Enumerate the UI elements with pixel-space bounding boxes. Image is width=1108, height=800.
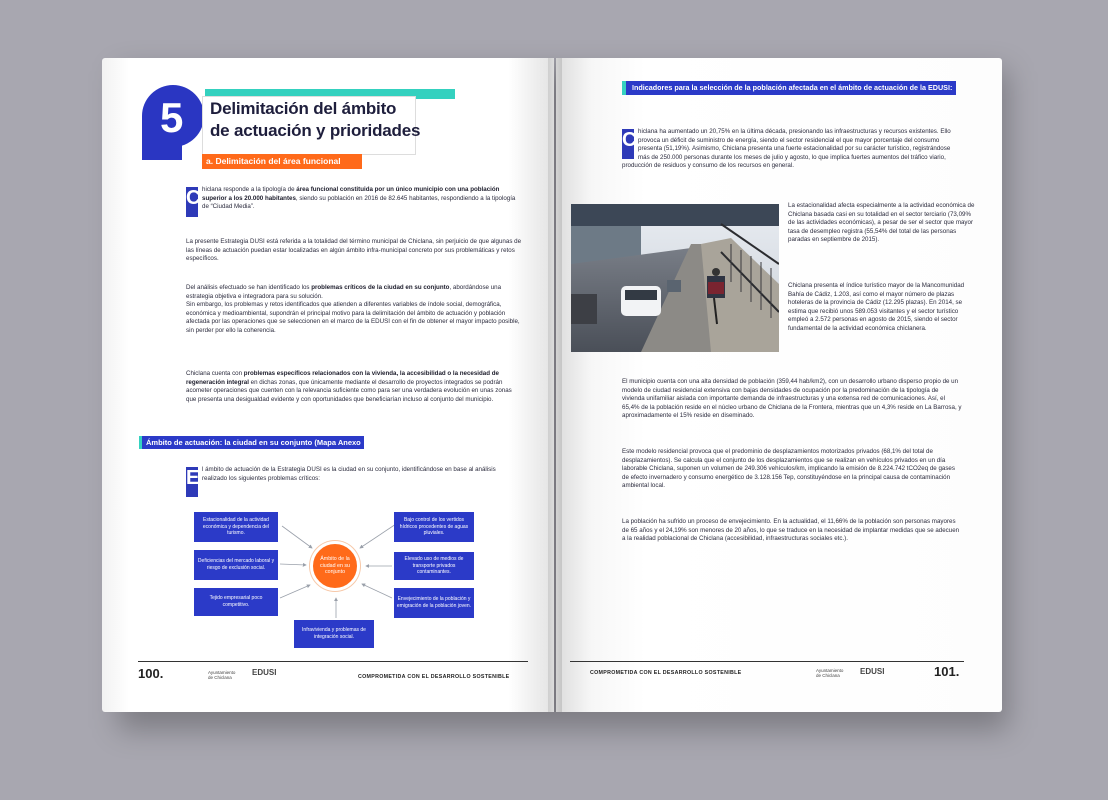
dropcap-c-right: C [622,129,634,159]
dropcap-e: E [186,467,198,497]
section-title-bar: Ámbito de actuación: la ciudad en su conjunto (Mapa Anexo I): [142,436,364,449]
right-paragraph-2: La estacionalidad afecta especialmente a la actividad económica de Chiclana basada casi en su totalidad en el sector terciario (73,09% de las actividades económicas), a pesar de ser el sector que mayor tasa de desempleo registra (55,54% del total de las personas paradas en septiembre de 2015). [788,202,975,244]
problem-box-tourism: Estacionalidad de la actividad económica y dependencia del turismo. [194,512,278,542]
chapter-number: 5 [160,94,184,141]
footer-rule-right [570,661,964,662]
footer-slogan-right: COMPROMETIDA CON EL DESARROLLO SOSTENIBLE [590,670,742,676]
problem-box-labor: Deficiencias del mercado laboral y riesgo de exclusión social. [194,550,278,580]
right-paragraph-3: Chiclana presenta el índice turístico mayor de la Mancomunidad Bahía de Cádiz, 1.203, así como el mayor número de plazas hoteleras de la provincia de Cádiz (12.295 plazas). En 2014, se estima que recibió unos 589.053 visitantes y el sector turístico empleó a 2.572 personas en agosto de 2015, siendo el sector fundamental de la actividad económica chiclanera. [788,282,965,332]
chapter-title: Delimitación del ámbito de actuación y prioridades [210,99,421,140]
right-paragraph-1: C hiclana ha aumentado un 20,75% en la última década, presionando las infraestructuras y recursos existentes. Ello provoca un déficit de suministro de energía, siendo el sector residencial el que mayor porcentaje del consumo presenta (51,19%). Asimismo, Chiclana presenta una fuerte estacionalidad por su carácter turístico, registrándose más de 250.000 personas durante los meses de julio y agosto, lo que implica fuertes aumentos del tráfico viario, producción de residuos y consumo de los recursos en general. [622,128,951,170]
street-photo-image [571,204,779,352]
logo-chiclana-right: Ayuntamiento de Chiclana [816,668,844,678]
page-number-right: 101. [934,664,960,679]
paragraph-2: La presente Estrategia DUSI está referida a la totalidad del término municipal de Chiclana, sin perjuicio de que algunas de las líneas de actuación puedan estar localizadas en algún ámbito infra-municipal concreto por sus problemáticas y retos específicos. [186,238,522,263]
paragraph-4: Chiclana cuenta con problemas específicos relacionados con la vivienda, la accesibilidad o la necesidad de regeneración integral en dichas zonas, que únicamente mediante el desarrollo de proyectos integrados se podrán acometer operaciones que cuenten con la relevancia suficiente como para ser una verdadera evolución en unas zonas que presenta una desigualdad evidente y con oportunidades que beneficiarían incluso al conjunto del municipio. [186,370,512,403]
problem-box-business: Tejido empresarial poco competitivo. [194,588,278,616]
right-paragraph-4: El municipio cuenta con una alta densidad de población (359,44 hab/km2), con un desarrollo urbano disperso propio de un modelo de ciudad residencial extensiva con bajas densidades de ocupación por la predominación de la tipología de vivienda unifamiliar aislada con importante demanda de infraestructuras y una extensa red de comunicaciones. Así, el 65,4% de la población reside en el núcleo urbano de Chiclana de la Frontera, mientras que un 4,3% reside en La Barrosa, y aproximadamente el 15% reside en diseminado. [622,378,962,420]
paragraph-5: E l ámbito de actuación de la Estrategia DUSI es la ciudad en su conjunto, identificándose en base al análisis realizado los siguientes problemas críticos: [186,466,522,497]
left-page [102,58,554,712]
chapter-subtitle: a. Delimitación del área funcional [202,154,362,169]
logo-edusi-right: EDUSI [860,667,885,676]
street-photo [571,204,779,352]
footer-slogan: COMPROMETIDA CON EL DESARROLLO SOSTENIBLE [358,674,510,680]
page-number: 100. [138,666,164,681]
problem-box-aging: Envejecimiento de la población y emigración de la población joven. [394,588,474,618]
diagram-center-circle: Ámbito de la ciudad en su conjunto [310,541,360,591]
logo-edusi: EDUSI [252,668,277,677]
problem-box-water: Bajo control de los vertidos hídricos procedentes de aguas pluviales. [394,512,474,542]
intro-paragraph: C hiclana responde a la tipología de área funcional constituida por un único municipio con una población superior a los 20.000 habitantes, siendo su población en 2016 de 82.645 habitantes, respondiendo a la tipología de “Ciudad Media”. [186,186,522,217]
right-page [556,58,1002,712]
logo-chiclana: Ayuntamiento de Chiclana [208,670,236,680]
indicators-header-bar: Indicadores para la selección de la población afectada en el ámbito de actuación de la EDUSI: [626,81,956,95]
paragraph-3: Del análisis efectuado se han identificado los problemas críticos de la ciudad en su conjunto, abordándose una estrategia objetiva e integradora para su solución. Sin embargo, los problemas y retos identificados que atienden a diferentes variables de índole social, demográfica, económica y medioambiental, supondrán el principal motivo para la delimitación del ámbito de actuación y población afectada por las operaciones que se seleccionen en el marco de la EDUSI con el fin de obtener el mayor impacto posible, sin perder por ello la coherencia. [186,284,520,334]
problem-box-housing: Infravivienda y problemas de integración social. [294,620,374,648]
right-paragraph-6: La población ha sufrido un proceso de envejecimiento. En la actualidad, el 11,66% de la población son personas mayores de 65 años y el 24,19% son menores de 20 años, lo que se traduce en la necesidad de implantar medidas que se adecuen a la realidad poblacional de Chiclana (accesibilidad, infraestructuras sociales etc.). [622,518,960,543]
dropcap-c: C [186,187,198,217]
right-paragraph-5: Este modelo residencial provoca que el predominio de desplazamientos motorizados privados (68,1% del total de desplazamientos). Se calcula que el conjunto de los desplazamientos que se realizan en vehículos privados en un día laborable Chiclana, suponen un volumen de 249.306 vehículos/km, implicando la emisión de 8.224.742 tCO2eq de gases de efecto invernadero y consumo energético de 3.128.156 Tep, constituyéndose en la principal causa de contaminación ambiental local. [622,448,955,490]
footer-rule [138,661,528,662]
diagram-arrows [102,58,554,712]
problem-box-transport: Elevado uso de medios de transporte privados contaminantes. [394,552,474,580]
spine-shadow [548,58,562,712]
